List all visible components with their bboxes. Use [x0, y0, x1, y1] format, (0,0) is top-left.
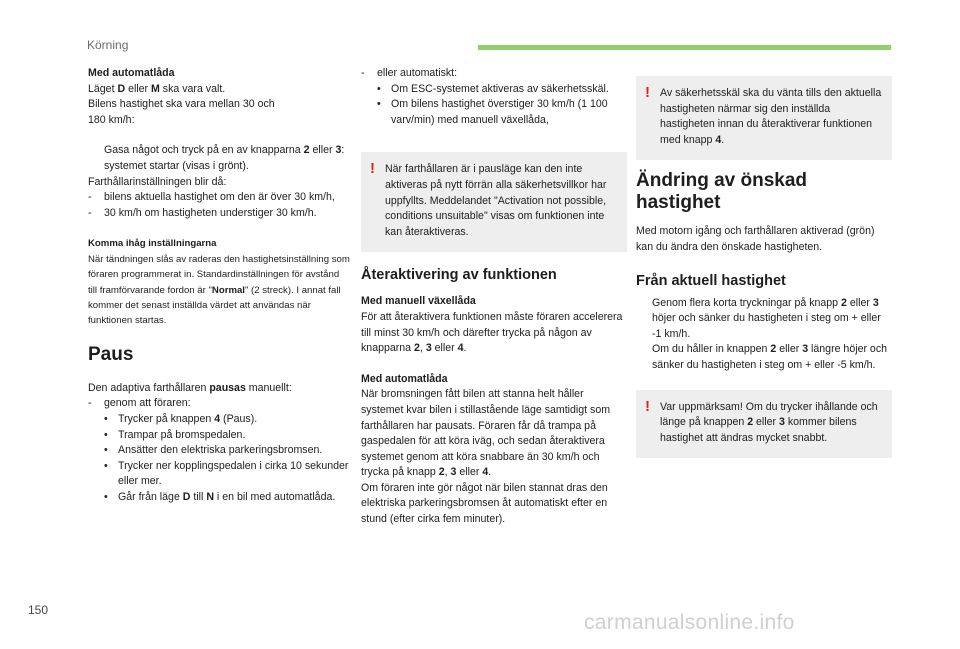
- memory-heading: Komma ihåg inställningarna: [88, 238, 217, 250]
- memory-text: När tändningen slås av raderas den hastighetsinställning som föraren programmerat in. Standardinställningen för avstånd till framförvarande fordon är "Normal" (2 streck). I annat fall kommer det senast inställda värdet att användas när funktionen startas.: [88, 253, 350, 327]
- dash-item: - 30 km/h om hastigheten understiger 30 km/h.: [88, 206, 317, 219]
- section-title: Körning: [87, 38, 129, 52]
- section-accent-bar: [478, 45, 891, 50]
- warning-text: När farthållaren är i pausläge kan den inte aktiveras på nytt förrän alla säkerhetsvillkor har uppfyllts. Meddelandet "Activation not possible, conditions unsuitable" visas om funktionen inte kan återaktiveras.: [385, 163, 607, 238]
- manual-heading: Med manuell växellåda: [361, 295, 476, 308]
- auto-heading: Med automatlåda: [88, 67, 175, 79]
- column-2: [361, 66, 627, 528]
- column-3: [636, 76, 892, 458]
- warning-box: [636, 76, 892, 160]
- auto-mode-line: Läget D eller M ska vara valt.: [88, 82, 226, 95]
- bullet-item: • Ansätter den elektriska parkeringsbromsen.: [104, 444, 323, 457]
- bullet-item: • Trycker ner kopplingspedalen i cirka 10 sekunder eller mer.: [104, 459, 349, 488]
- change-heading: Ändring av önskad hastighet: [636, 170, 808, 214]
- dash-item: - genom att föraren:: [88, 397, 191, 410]
- watermark: carmanualsonline.info: [584, 611, 795, 634]
- press-instruction: Gasa något och tryck på en av knapparna 2 eller 3: systemet startar (visas i grönt).: [88, 143, 350, 174]
- manual-text: För att återaktivera funktionen måste föraren accelerera till minst 30 km/h och därefter trycka på någon av knapparna 2, 3 eller 4.: [361, 310, 623, 355]
- warning-icon: !: [645, 397, 650, 415]
- paus-intro: Den adaptiva farthållaren pausas manuellt:: [88, 381, 292, 394]
- settings-line: Farthållarinställningen blir då:: [88, 175, 227, 188]
- reactivation-heading: Återaktivering av funktionen: [361, 267, 557, 284]
- paus-heading: Paus: [88, 343, 134, 365]
- warning-box: [636, 390, 892, 459]
- instruction-marker-icon: [636, 296, 652, 343]
- instruction-item: Genom flera korta tryckningar på knapp 2 eller 3 höjer och sänker du hastigheten i steg om + eller -1 km/h.: [636, 296, 892, 343]
- bullet-item: • Om bilens hastighet överstiger 30 km/h (1 100 varv/min) med manuell växellåda,: [377, 98, 608, 126]
- bullet-item: • Går från läge D till N i en bil med automatlåda.: [104, 490, 336, 503]
- dash-item: - eller automatiskt:: [361, 67, 458, 79]
- warning-icon: !: [645, 84, 650, 101]
- current-speed-heading: Från aktuell hastighet: [636, 272, 786, 289]
- dash-item: - bilens aktuella hastighet om den är över 30 km/h,: [88, 191, 335, 204]
- warning-text: Var uppmärksam! Om du trycker ihållande och länge på knappen 2 eller 3 kommer bilens hastighet att ändras mycket snabbt.: [660, 400, 878, 444]
- speed-range-line-1: Bilens hastighet ska vara mellan 30 och: [88, 98, 275, 111]
- instruction-marker-icon: [636, 342, 652, 373]
- change-text: Med motorn igång och farthållaren aktiverad (grön) kan du ändra den önskade hastigheten.: [636, 225, 875, 253]
- warning-icon: !: [370, 160, 375, 178]
- bullet-item: • Trycker på knappen 4 (Paus).: [104, 412, 258, 425]
- speed-range-line-2: 180 km/h:: [88, 113, 135, 126]
- column-1: [88, 66, 350, 506]
- page-number: 150: [28, 603, 49, 617]
- bullet-item: • Om ESC-systemet aktiveras av säkerhetsskäl.: [377, 82, 609, 95]
- instruction-marker-icon: [88, 143, 104, 174]
- auto-heading-2: Med automatlåda: [361, 372, 448, 385]
- auto-text: När bromsningen fått bilen att stanna helt håller systemet kvar bilen i stillastående läge samtidigt som farthållaren har pausats. Föraren får då trampa på gaspedalen för att köra iväg, och sedan återaktivera systemet genom att köra snabbare än 30 km/h och trycka på knapp 2, 3 eller 4.: [361, 388, 611, 479]
- instruction-item: Om du håller in knappen 2 eller 3 längre höjer och sänker du hastigheten i steg om + eller -5 km/h.: [636, 342, 892, 373]
- warning-text: Av säkerhetsskäl ska du vänta tills den aktuella hastigheten närmar sig den inställda hastigheten innan du återaktiverar funktionen med knapp 4.: [660, 87, 882, 146]
- auto-text-2: Om föraren inte gör något när bilen stannat dras den elektriska parkeringsbromsen åt automatiskt efter en stund (efter cirka fem minuter).: [361, 481, 608, 526]
- warning-box: [361, 152, 627, 252]
- bullet-item: • Trampar på bromspedalen.: [104, 428, 246, 441]
